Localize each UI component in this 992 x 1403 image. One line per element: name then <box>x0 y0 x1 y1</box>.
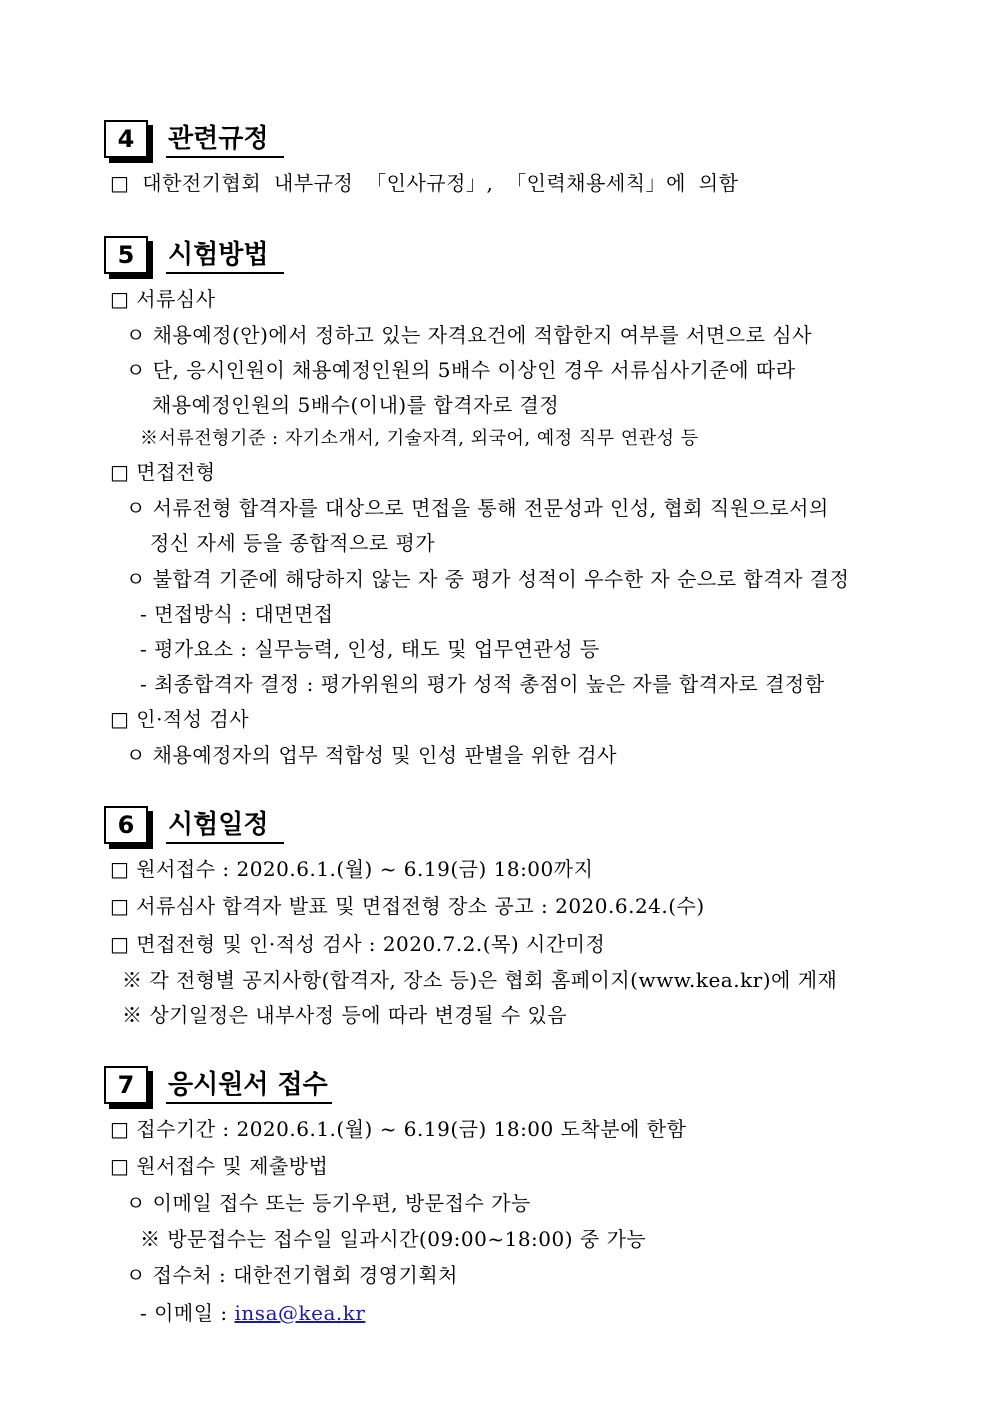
list-item: - 면접방식 : 대면면접 <box>140 602 334 626</box>
note-text: ※ 각 전형별 공지사항(합격자, 장소 등)은 협회 홈페이지(www.kea.kr)에 게재 <box>122 968 838 992</box>
section-5-header <box>104 222 284 274</box>
schedule-line: □ 서류심사 합격자 발표 및 면접전형 장소 공고 : 2020.6.24.(수) <box>110 894 705 918</box>
list-item: ㅇ 채용예정자의 업무 적합성 및 인성 판별을 위한 검사 <box>126 743 617 767</box>
email-line <box>140 1298 365 1328</box>
section-title: 관련규정 <box>166 122 284 158</box>
list-item: □ 원서접수 및 제출방법 <box>110 1154 329 1178</box>
schedule-line: □ 원서접수 : 2020.6.1.(월) ~ 6.19(금) 18:00까지 <box>110 857 594 881</box>
schedule-line: □ 면접전형 및 인·적성 검사 : 2020.7.2.(목) 시간미정 <box>110 932 606 956</box>
section-6-header <box>104 792 284 844</box>
list-item: □ 접수기간 : 2020.6.1.(월) ~ 6.19(금) 18:00 도착분에 한함 <box>110 1117 687 1141</box>
list-item: ㅇ 서류전형 합격자를 대상으로 면접을 통해 전문성과 인성, 협회 직원으로서의 <box>126 496 829 520</box>
section-number: 4 <box>104 120 148 158</box>
list-item: - 최종합격자 결정 : 평가위원의 평가 성적 총점이 높은 자를 합격자로 결정함 <box>140 672 825 696</box>
list-item: ㅇ 채용예정(안)에서 정하고 있는 자격요건에 적합한지 여부를 서면으로 심사 <box>126 323 812 347</box>
section-title: 시험방법 <box>166 238 284 274</box>
section-4-header <box>104 106 284 158</box>
note-text: ※ 상기일정은 내부사정 등에 따라 변경될 수 있음 <box>122 1003 568 1027</box>
section-title: 응시원서 접수 <box>166 1068 332 1104</box>
note-text: ※ 방문접수는 접수일 일과시간(09:00~18:00) 중 가능 <box>140 1227 647 1251</box>
regulation-line: □ 대한전기협회 내부규정 「인사규정」, 「인력채용세칙」에 의함 <box>110 171 739 195</box>
list-item: ㅇ 접수처 : 대한전기협회 경영기획처 <box>126 1263 458 1287</box>
list-item: 채용예정인원의 5배수(이내)를 합격자로 결정 <box>152 393 560 417</box>
email-label: - 이메일 : <box>140 1301 235 1325</box>
section-number: 6 <box>104 806 148 844</box>
section-7-header <box>104 1052 332 1104</box>
list-item: ㅇ 이메일 접수 또는 등기우편, 방문접수 가능 <box>126 1191 531 1215</box>
list-item: - 평가요소 : 실무능력, 인성, 태도 및 업무연관성 등 <box>140 637 600 661</box>
list-item: ㅇ 불합격 기준에 해당하지 않는 자 중 평가 성적이 우수한 자 순으로 합격자 결정 <box>126 567 850 591</box>
list-item: □ 인·적성 검사 <box>110 707 250 731</box>
note-text: ※서류전형기준 : 자기소개서, 기술자격, 외국어, 예정 직무 연관성 등 <box>140 428 699 449</box>
email-link[interactable]: insa@kea.kr <box>234 1301 366 1325</box>
section-title: 시험일정 <box>166 808 284 844</box>
list-item: ㅇ 단, 응시인원이 채용예정인원의 5배수 이상인 경우 서류심사기준에 따라 <box>126 358 796 382</box>
list-item: □ 서류심사 <box>110 287 216 311</box>
list-item: □ 면접전형 <box>110 460 216 484</box>
section-number: 5 <box>104 236 148 274</box>
section-number: 7 <box>104 1066 148 1104</box>
list-item: 정신 자세 등을 종합적으로 평가 <box>150 531 436 555</box>
